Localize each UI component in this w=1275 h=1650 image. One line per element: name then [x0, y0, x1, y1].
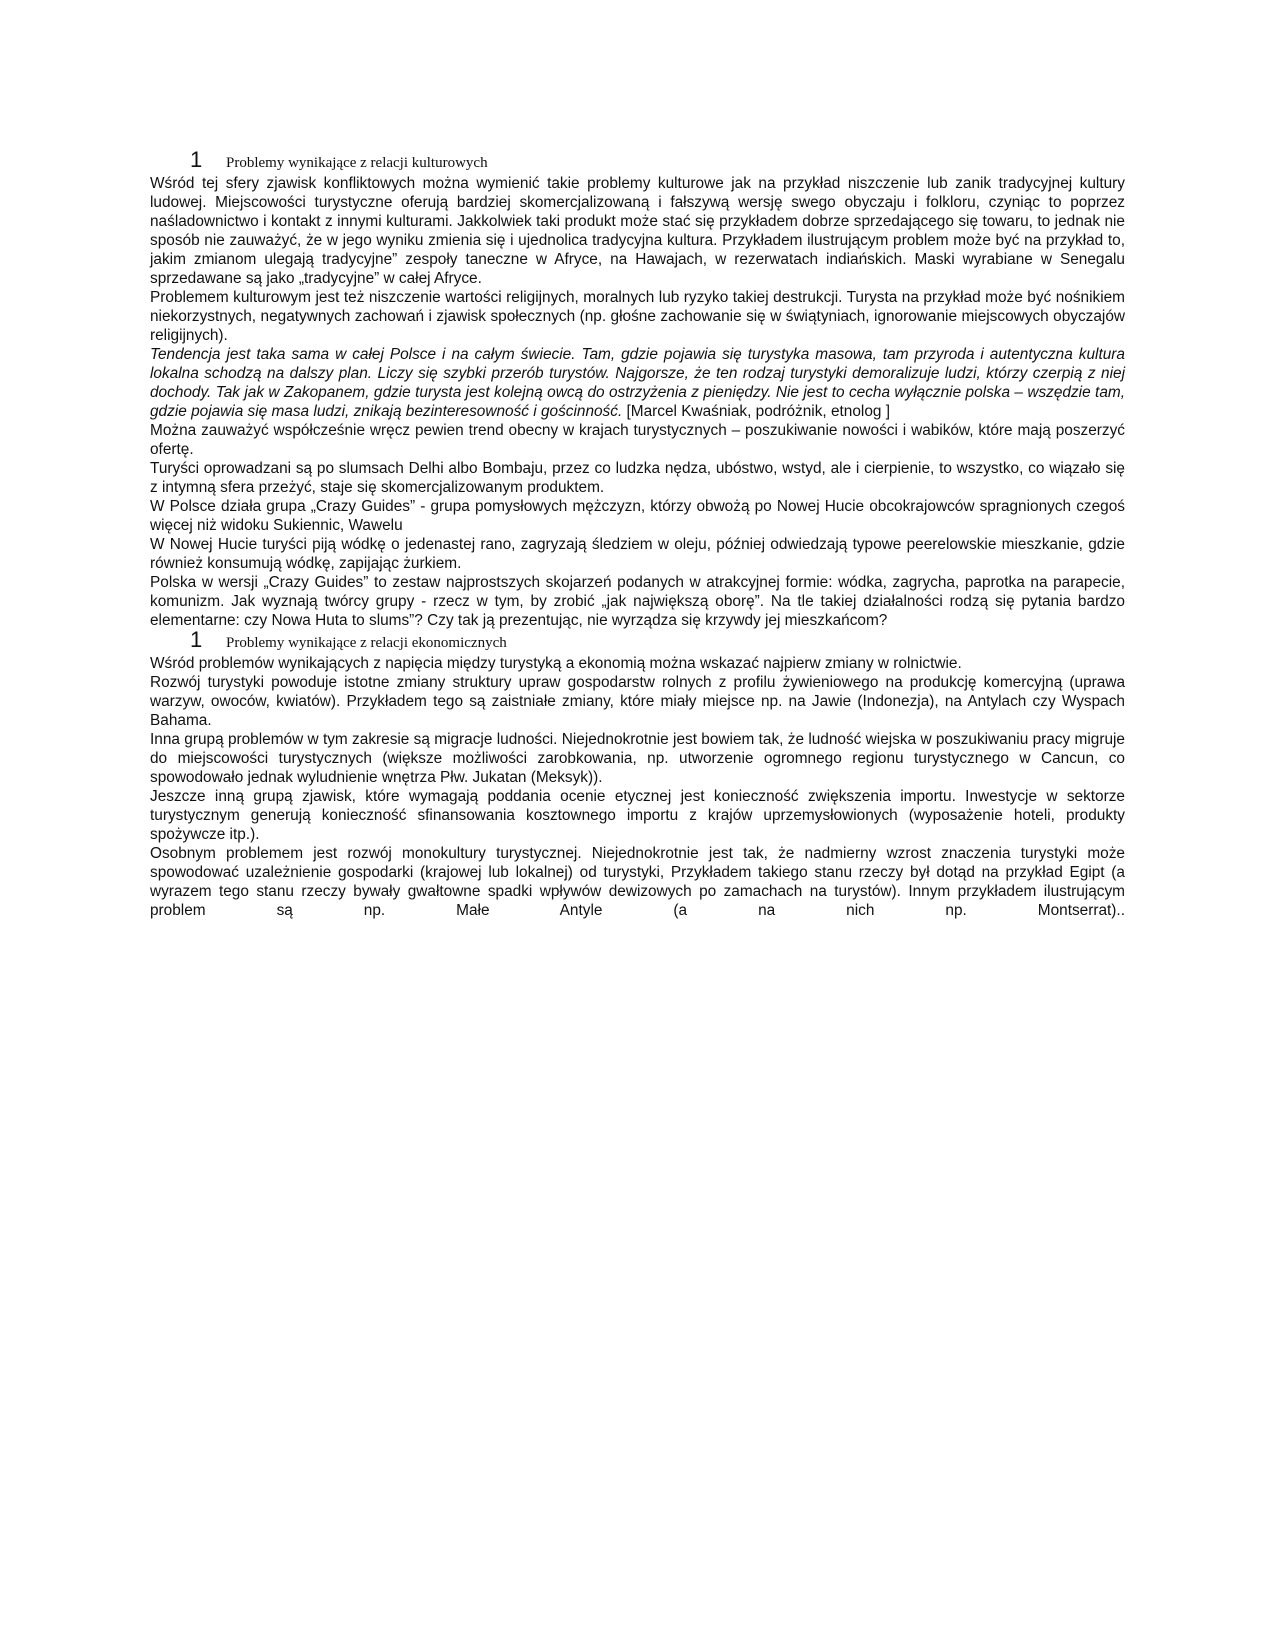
quote-text: Tendencja jest taka sama w całej Polsce i na całym świecie. Tam, gdzie pojawia się turystyka masowa, tam przyroda i autentyczna kultura lokalna schodzą na dalszy plan. Liczy się szybki przerób turystów. Najgorsze, że ten rodzaj turystyki demoralizuje ludzi, którzy czerpią z niej dochody. Tak jak w Zakopanem, gdzie turysta jest kolejną owcą do ostrzyżenia z pieniędzy. Nie jest to cecha wyłącznie polska – wszędzie tam, gdzie pojawia się masa ludzi, znikają bezinteresowność i gościnność.	[150, 346, 1125, 420]
section-title: Problemy wynikające z relacji ekonomicznych	[226, 635, 507, 651]
paragraph: Problemem kulturowym jest też niszczenie wartości religijnych, moralnych lub ryzyko takiej destrukcji. Turysta na przykład może być nośnikiem niekorzystnych, negatywnych zachowań i zjawisk społecznych (np. głośne zachowanie się w świątyniach, ignorowanie miejscowych obyczajów religijnych).	[150, 289, 1125, 344]
section-number: 1	[190, 627, 203, 652]
paragraph: Można zauważyć współcześnie wręcz pewien trend obecny w krajach turystycznych – poszukiwanie nowości i wabików, które mają poszerzyć ofertę.	[150, 422, 1125, 458]
section-title: Problemy wynikające z relacji kulturowych	[226, 155, 488, 171]
paragraph: Turyści oprowadzani są po slumsach Delhi albo Bombaju, przez co ludzka nędza, ubóstwo, wstyd, ale i cierpienie, to wszystko, co wiązało się z intymną sfera przeżyć, staje się skomercjalizowanym produktem.	[150, 460, 1125, 496]
section-heading-economic	[150, 627, 1125, 654]
section-number: 1	[190, 147, 203, 172]
quote-paragraph	[150, 345, 1125, 421]
paragraph: Wśród problemów wynikających z napięcia między turystyką a ekonomią można wskazać najpierw zmiany w rolnictwie.	[150, 655, 962, 672]
paragraph: Rozwój turystyki powoduje istotne zmiany struktury upraw gospodarstw rolnych z profilu żywieniowego na produkcję komercyjną (uprawa warzyw, owoców, kwiatów). Przykładem tego są zaistniałe zmiany, które miały miejsce np. na Jawie (Indonezja), na Antylach czy Wyspach Bahama.	[150, 674, 1125, 729]
paragraph: Wśród tej sfery zjawisk konfliktowych można wymienić takie problemy kulturowe jak na przykład niszczenie lub zanik tradycyjnej kultury ludowej. Miejscowości turystyczne oferują bardziej skomercjalizowaną i fałszywą wersję swego obyczaju i folkloru, czyniąc to poprzez naśladownictwo i kontakt z innymi kulturami. Jakkolwiek taki produkt może stać się przykładem dobrze sprzedającego się towaru, to jednak nie sposób nie zauważyć, że w jego wyniku zmienia się i ujednolica tradycyjna kultura. Przykładem ilustrującym problem może być na przykład to, jakim zmianom ulegają tradycyjne” zespoły taneczne w Afryce, na Hawajach, w rezerwatach indiańskich. Maski wyrabiane w Senegalu sprzedawane są jako „tradycyjne” w całej Afryce.	[150, 175, 1125, 287]
paragraph: Inna grupą problemów w tym zakresie są migracje ludności. Niejednokrotnie jest bowiem tak, że ludność wiejska w poszukiwaniu pracy migruje do miejscowości turystycznych (większe możliwości zarobkowania, np. utworzenie ogromnego regionu turystycznego w Cancun, co spowodowało jednak wyludnienie wnętrza Płw. Jukatan (Meksyk)).	[150, 731, 1125, 786]
paragraph: W Polsce działa grupa „Crazy Guides” - grupa pomysłowych mężczyzn, którzy obwożą po Nowej Hucie obcokrajowców spragnionych czegoś więcej niż widoku Sukiennic, Wawelu	[150, 498, 1125, 534]
document-page	[150, 147, 1125, 920]
section-heading-cultural	[150, 147, 1125, 174]
paragraph: Jeszcze inną grupą zjawisk, które wymagają poddania ocenie etycznej jest konieczność zwiększenia importu. Inwestycje w sektorze turystycznym generują konieczność sfinansowania kosztownego importu z krajów uprzemysłowionych (wyposażenie hoteli, produkty spożywcze itp.).	[150, 788, 1125, 843]
paragraph: Polska w wersji „Crazy Guides” to zestaw najprostszych skojarzeń podanych w atrakcyjnej formie: wódka, zagrycha, paprotka na parapecie, komunizm. Jak wyznają twórcy grupy - rzecz w tym, by zrobić „jak największą oborę”. Na tle takiej działalności rodzą się pytania bardzo elementarne: czy Nowa Huta to slums”? Czy tak ją prezentując, nie wyrządza się krzywdy jej mieszkańcom?	[150, 574, 1125, 629]
quote-attribution: [Marcel Kwaśniak, podróżnik, etnolog ]	[622, 403, 890, 420]
paragraph: Osobnym problemem jest rozwój monokultury turystycznej. Niejednokrotnie jest tak, że nadmierny wzrost znaczenia turystyki może spowodować uzależnienie gospodarki (krajowej lub lokalnej) od turystyki, Przykładem takiego stanu rzeczy był dotąd na przykład Egipt (a wyrazem tego stanu rzeczy bywały gwałtowne spadki wpływów dewizowych po zamachach na turystów). Innym przykładem ilustrującym problem są np. Małe Antyle (a na nich np. Montserrat)..	[150, 845, 1125, 919]
paragraph: W Nowej Hucie turyści piją wódkę o jedenastej rano, zagryzają śledziem w oleju, później odwiedzają typowe peerelowskie mieszkanie, gdzie również konsumują wódkę, zapijając żurkiem.	[150, 536, 1125, 572]
